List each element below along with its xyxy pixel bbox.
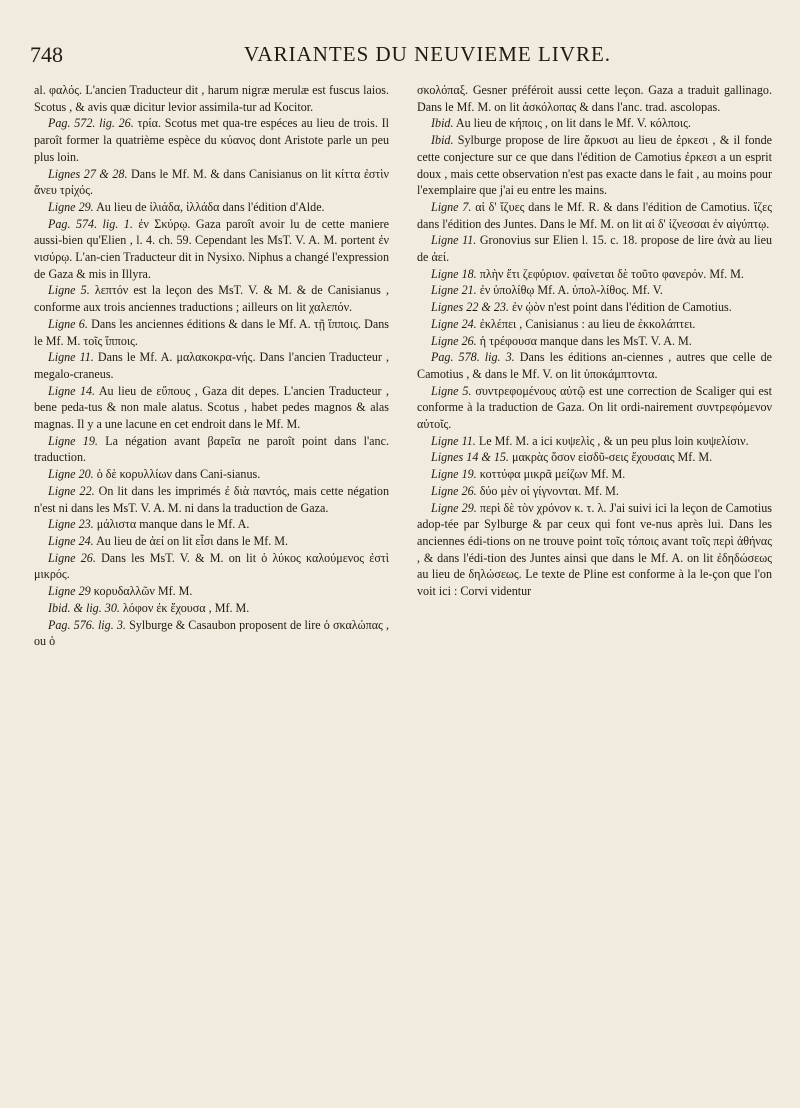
entry-reference: Ligne 26. <box>431 483 477 498</box>
entry-text: Au lieu de ἰλιάδα, ἰλλάδα dans l'édition d'Alde. <box>96 199 325 214</box>
entry-reference: Ligne 5. <box>48 283 90 298</box>
entry-reference: Ibid. <box>431 133 454 148</box>
text-columns <box>34 82 772 1094</box>
entry-text: μάλιστα manque dans le Mf. A. <box>96 517 250 532</box>
variant-entry <box>34 600 389 617</box>
variant-entry <box>34 533 389 550</box>
entry-text: ὁ δὲ κορυλλίων dans Cani-sianus. <box>96 467 261 482</box>
entry-reference: Ligne 23. <box>48 517 94 532</box>
entry-text: ἐν ᾠὸν n'est point dans l'édition de Camotius. <box>511 300 732 315</box>
variant-entry <box>417 433 772 450</box>
entry-text: λεπτόν est la leçon des MsT. V. & M. & de Canisianus , conforme aux trois anciennes traductions ; ailleurs on lit χαλεπόν. <box>34 283 389 315</box>
entry-reference: Ligne 29 <box>48 584 91 599</box>
entry-text: κοττύφα μικρᾶ μείζων Mf. M. <box>479 467 626 482</box>
running-head: VARIANTES DU NEUVIEME LIVRE. <box>243 42 612 66</box>
entry-text: Au lieu de κήποις , on lit dans le Mf. V. κόλποις. <box>455 116 691 131</box>
entry-reference: Ligne 11. <box>431 233 477 248</box>
entry-reference: Pag. 578. lig. 3. <box>431 350 515 365</box>
entry-text: Dans les éditions an-ciennes , autres que celle de Camotius , & dans le Mf. V. on lit ὑποκάμπτοντα. <box>417 350 772 381</box>
entry-reference: Ligne 11. <box>48 350 94 365</box>
entry-reference: Ligne 14. <box>48 383 96 398</box>
variant-entry <box>417 299 772 316</box>
entry-text: πλὴν ἔτι ζεφύριον. φαίνεται δὲ τοῦτο φανερόν. Mf. M. <box>479 266 744 281</box>
entry-text: κορυδαλλῶν Mf. M. <box>93 584 193 599</box>
entry-reference: Lignes 27 & 28. <box>48 166 128 181</box>
entry-reference: Ligne 24. <box>48 533 94 548</box>
entry-text: ἡ τρέφουσα manque dans les MsT. V. A. M. <box>479 333 692 348</box>
entry-text: περὶ δὲ τὸν χρόνον κ. τ. λ. J'ai suivi ici la leçon de Camotius adop-tée par Sylburge & par ceux qui font ve-nus après lui. Dans les anciennes édi-tions on ne trouve point τοῖς τόποις avant τοῖς περὶ ἀθήνας , & dans l'édi-tion des Juntes ainsi que dans le Mf. A. on lit ἐδηδώσεως au lieu de δηλώσεως. Le texte de Pline est conforme à la le-çon que l'on voit ici : Corvi videntur <box>417 500 772 599</box>
entry-reference: Ibid. & lig. 30. <box>48 600 120 615</box>
variant-entry <box>417 316 772 333</box>
entry-text: ἐν ὑπολίθῳ Mf. A. ὑπολ-λίθος. Mf. V. <box>479 283 663 298</box>
entry-reference: Ligne 7. <box>431 199 472 214</box>
entry-reference: Ligne 18. <box>431 266 477 281</box>
variant-entry <box>34 199 389 216</box>
entry-text: Sylburge & Casaubon proposent de lire ὁ σκαλώπας , ou ὁ <box>34 617 389 649</box>
variant-entry <box>34 433 389 466</box>
entry-text: Dans le Mf. M. & dans Canisianus on lit κίττα ἐστὶν ἄνευ τρίχός. <box>34 166 389 198</box>
entry-text: Dans les MsT. V. & M. on lit ὁ λύκος καλούμενος ἐστὶ μικρός. <box>34 550 389 582</box>
variant-entry <box>34 166 389 199</box>
variant-entry <box>34 82 389 115</box>
entry-reference: Ligne 22. <box>48 483 95 498</box>
entry-reference: Ibid. <box>431 116 454 131</box>
entry-reference: Ligne 24. <box>431 316 477 331</box>
entry-reference: Ligne 21. <box>431 283 477 298</box>
entry-reference: Ligne 19. <box>431 467 477 482</box>
entry-reference: Pag. 574. lig. 1. <box>48 216 133 231</box>
entry-text: Dans les anciennes éditions & dans le Mf. A. τῇ ἵπποις. Dans le Mf. M. τοῖς ἵπποις. <box>34 316 389 348</box>
variant-entry <box>417 132 772 199</box>
entry-reference: Ligne 29. <box>431 500 477 515</box>
entry-text: δύο μὲν οἱ γίγνονται. Mf. M. <box>479 483 619 498</box>
variant-entry <box>417 349 772 382</box>
entry-text: al. φαλός. L'ancien Traducteur dit , harum nigræ merulæ est fuscus laios. Scotus , & avis quæ dicitur levior assimila-tur ad Kocitor. <box>34 83 389 114</box>
variant-entry <box>34 216 389 283</box>
variant-entry <box>34 617 389 650</box>
variant-entry <box>417 266 772 283</box>
variant-entry <box>34 466 389 483</box>
variant-entry <box>34 583 389 600</box>
variant-entry <box>34 516 389 533</box>
variant-entry <box>417 383 772 433</box>
entry-text: ἐκλέπει , Canisianus : au lieu de ἐκκολάπτει. <box>479 316 696 331</box>
entry-text: Au lieu de εὔπους , Gaza dit depes. L'ancien Traducteur , bene peda-tus & non male alatus. Scotus , habet pedes magnos & alas magnas. Il y a une lacune en cet endroit dans le Mf. M. <box>34 383 389 432</box>
left-column <box>34 82 389 1094</box>
entry-reference: Ligne 6. <box>48 316 88 331</box>
variant-entry <box>417 282 772 299</box>
entry-text: Au lieu de ἀεί on lit εἶσι dans le Mf. M. <box>96 533 289 548</box>
entry-reference: Ligne 5. <box>431 383 472 398</box>
entry-text: συντρεφομένους αὐτῷ est une correction de Scaliger qui est conforme à la traduction de Gaza. On lit ordi-nairement συντρεφόμενον αὐτοῖς. <box>417 383 772 432</box>
entry-text: σκολόπαξ. Gesner préféroit aussi cette leçon. Gaza a traduit gallinago. Dans le Mf. M. on lit ἀσκόλοπας & dans l'anc. trad. ascolopas. <box>417 83 772 114</box>
entry-text: Dans le Mf. A. μαλακοκρα-νής. Dans l'ancien Traducteur , megalo-craneus. <box>34 350 389 381</box>
entry-text: Sylburge propose de lire ἄρκυσι au lieu de ἐρκεσι , & il fonde cette conjecture sur ce que dans l'édition de Camotius ἐρκεσι a un esprit doux , mais cette observation n'est pas exacte dans le fait , au moins pour l'exemplaire que j'ai eu entre les mains. <box>417 133 772 198</box>
variant-entry <box>417 500 772 600</box>
page-number: 748 <box>30 42 63 67</box>
variant-entry <box>34 115 389 165</box>
variant-entry <box>417 82 772 115</box>
variant-entry <box>417 333 772 350</box>
right-column <box>417 82 772 1094</box>
entry-text: La négation avant βαρεῖα ne paroît point dans l'anc. traduction. <box>34 433 389 465</box>
entry-text: ἐν Σκύρῳ. Gaza paroît avoir lu de cette maniere aussi-bien qu'Elien , l. 4. ch. 59. Cependant les MsT. V. A. M. portent ἐν νισύρῳ. L'an-cien Traducteur dit in Nysixo. Niphus a changé l'expression de Gaza & mis in Illyra. <box>34 216 389 281</box>
entry-reference: Ligne 29. <box>48 199 94 214</box>
entry-reference: Ligne 11. <box>431 433 476 448</box>
variant-entry <box>34 349 389 382</box>
entry-text: On lit dans les imprimés ἐ διὰ παντός, mais cette négation n'est ni dans les MsT. V. A. M. ni dans la traduction de Gaza. <box>34 483 389 515</box>
entry-text: μακρὰς ὅσον εἰσδῦ-σεις ἔχουσαις Mf. M. <box>511 450 713 465</box>
variant-entry <box>417 199 772 232</box>
variant-entry <box>417 483 772 500</box>
entry-text: λόφον ἐκ ἔχουσα , Mf. M. <box>122 600 250 615</box>
entry-reference: Ligne 19. <box>48 433 98 448</box>
entry-reference: Ligne 20. <box>48 467 94 482</box>
variant-entry <box>34 282 389 315</box>
entry-reference: Pag. 576. lig. 3. <box>48 617 126 632</box>
entry-text: τρία. Scotus met qua-tre espéces au lieu de trois. Il paroît former la quatrième espèce du κύανος dont Aristote parle un peu plus loin. <box>34 116 389 164</box>
entry-text: αἱ δ' ἴζυες dans le Mf. R. & dans l'édition de Camotius. ἴζες dans l'édition des Juntes. Dans le Mf. M. on lit αἱ δ' ἰζνεσσαι ἐν αἰγύπτῳ. <box>417 199 772 231</box>
variant-entry <box>34 483 389 516</box>
entry-reference: Ligne 26. <box>431 333 477 348</box>
entry-reference: Lignes 22 & 23. <box>431 300 509 315</box>
variant-entry <box>417 115 772 132</box>
entry-text: Le Mf. M. a ici κυψελὶς , & un peu plus loin κυψελίσιν. <box>478 433 749 448</box>
variant-entry <box>417 449 772 466</box>
variant-entry <box>34 550 389 583</box>
entry-reference: Ligne 26. <box>48 550 96 565</box>
variant-entry <box>34 383 389 433</box>
page-header <box>30 36 770 80</box>
entry-text: Gronovius sur Elien l. 15. c. 18. propose de lire ἀνὰ au lieu de ἀεί. <box>417 233 772 265</box>
entry-reference: Pag. 572. lig. 26. <box>48 116 134 131</box>
variant-entry <box>417 232 772 265</box>
variant-entry <box>417 466 772 483</box>
entry-reference: Lignes 14 & 15. <box>431 450 509 465</box>
variant-entry <box>34 316 389 349</box>
